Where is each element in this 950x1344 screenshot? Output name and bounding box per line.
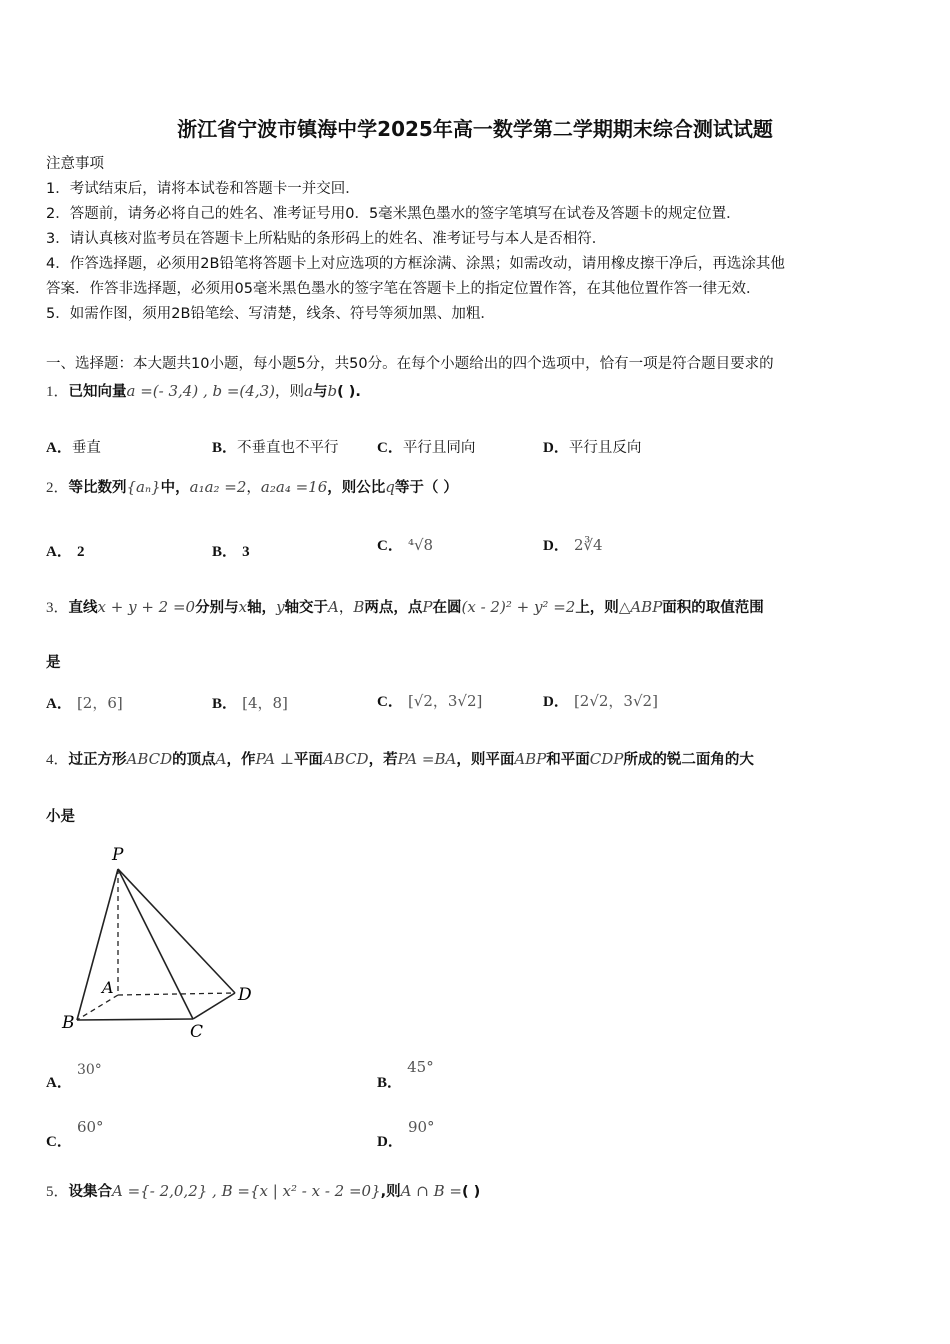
- option-text: 垂直: [71, 440, 101, 456]
- q-math: ABCD: [126, 750, 173, 768]
- q-text: 上，则: [575, 600, 619, 616]
- notice-item: 1．考试结束后，请将本试卷和答题卡一并交回．: [46, 181, 360, 197]
- vertex-label-b: B: [62, 1013, 75, 1033]
- option-text: ⁴√8: [407, 536, 434, 554]
- option-a[interactable]: [46, 1058, 102, 1091]
- option-label: B．: [377, 1075, 403, 1091]
- option-text: 平行且反向: [568, 440, 642, 456]
- option-label: C．: [377, 440, 403, 456]
- question-number: 5．: [46, 1184, 69, 1200]
- q-math: x + y + 2 =0: [97, 598, 196, 616]
- option-text: [√2，3√2]: [407, 692, 483, 710]
- option-label: C．: [377, 694, 403, 710]
- q-text: 中，: [160, 480, 190, 496]
- q-math: x: [238, 598, 248, 616]
- q-text: 已知向量: [68, 384, 127, 400]
- notice-item: 答案．作答非选择题，必须用05毫米黑色墨水的签字笔在答题卡上的指定位置作答，在其他位置作答一律无效．: [46, 281, 761, 297]
- q-text: 的顶点: [172, 752, 216, 768]
- q-text: 轴交于: [284, 600, 329, 616]
- q-text: 直线: [68, 600, 98, 616]
- q-text: 等比数列: [68, 480, 127, 496]
- q-text: ( ): [461, 1184, 481, 1200]
- option-label: C．: [46, 1134, 72, 1150]
- option-text: [4，8]: [242, 694, 288, 712]
- option-b[interactable]: [212, 436, 339, 457]
- q-math: PA ⊥: [255, 750, 294, 768]
- vertex-label-d: D: [238, 985, 252, 1005]
- question-number: 4．: [46, 752, 69, 768]
- option-a[interactable]: [46, 436, 101, 457]
- option-label: D．: [543, 538, 569, 554]
- edge-pc: [118, 869, 193, 1019]
- q-text: 所成的锐二面角的大: [623, 752, 754, 768]
- q-text: 在圆: [432, 600, 462, 616]
- q-math: q: [385, 478, 395, 496]
- q-text: 小是: [46, 809, 75, 825]
- q-math: y: [276, 598, 285, 616]
- q-text: ，若: [368, 752, 398, 768]
- question-4: [46, 748, 754, 769]
- q-text: ( ).: [337, 384, 361, 400]
- q-text: ，则公比: [327, 480, 386, 496]
- option-b[interactable]: [377, 1056, 434, 1091]
- option-label: B．: [212, 696, 238, 712]
- option-a[interactable]: [46, 692, 123, 713]
- q-text: 过正方形: [68, 752, 127, 768]
- option-text: 不垂直也不平行: [237, 440, 339, 456]
- option-text: 2: [76, 544, 85, 560]
- question-number: 1．: [46, 384, 69, 400]
- option-d[interactable]: [543, 534, 603, 555]
- q-math: ABP: [514, 750, 547, 768]
- question-3: [46, 596, 764, 617]
- pyramid-figure: [55, 840, 275, 1045]
- edge-bc: [77, 1019, 193, 1020]
- question-number: 2．: [46, 480, 69, 496]
- option-text: [2√2，3√2]: [573, 692, 658, 710]
- q-text: 平面: [293, 752, 323, 768]
- q-math: △ABP: [618, 598, 663, 616]
- option-b[interactable]: [212, 540, 250, 561]
- q-text: 和平面: [546, 752, 590, 768]
- q-math: A ={- 2,0,2} , B ={x | x² - x - 2 =0}: [112, 1182, 381, 1200]
- vertex-label-c: C: [190, 1022, 204, 1042]
- option-label: A．: [46, 544, 72, 560]
- question-2: [46, 476, 458, 497]
- q-text: 是: [46, 655, 61, 671]
- option-c[interactable]: [377, 436, 475, 457]
- q-text: 与: [312, 384, 328, 400]
- question-1: [46, 380, 361, 401]
- notice-item: 3．请认真核对监考员在答题卡上所粘贴的条形码上的姓名、准考证号与本人是否相符．: [46, 231, 607, 247]
- question-number: 3．: [46, 600, 69, 616]
- option-text: 平行且同向: [402, 440, 476, 456]
- q-math: A: [328, 598, 339, 616]
- q-math: P: [422, 598, 433, 616]
- option-b[interactable]: [212, 692, 288, 713]
- option-a[interactable]: [46, 540, 84, 561]
- option-label: D．: [543, 694, 569, 710]
- option-c[interactable]: [377, 690, 482, 711]
- notice-item: 4．作答选择题，必须用2B铅笔将答题卡上对应选项的方框涂满、涂黑；如需改动，请用橡皮擦干净后，再选涂其他: [46, 256, 785, 272]
- option-label: D．: [377, 1134, 403, 1150]
- q-math: PA =BA: [397, 750, 457, 768]
- option-label: A．: [46, 696, 72, 712]
- q-text: ，作: [226, 752, 256, 768]
- option-text: 30°: [76, 1062, 102, 1078]
- q-text: ,则: [380, 1184, 401, 1200]
- q-math: A ∩ B =: [400, 1182, 462, 1200]
- section-header: 一、选择题：本大题共10小题，每小题5分，共50分。在每个小题给出的四个选项中，恰有一项是符合题目要求的: [46, 356, 774, 372]
- q-text: 设集合: [68, 1184, 113, 1200]
- q-text: 面积的取值范围: [662, 600, 764, 616]
- question-5: [46, 1180, 480, 1201]
- q-math: a: [304, 382, 313, 400]
- notice-item: 2．答题前，请务必将自己的姓名、准考证号用0．5毫米黑色墨水的签字笔填写在试卷及答题卡的规定位置．: [46, 206, 741, 222]
- option-text: 90°: [407, 1118, 435, 1136]
- q-math: a₂a₄ =16: [260, 478, 328, 496]
- q-math: {aₙ}: [126, 478, 161, 496]
- q-math: ABCD: [322, 750, 369, 768]
- option-text: 45°: [407, 1058, 434, 1076]
- option-label: C．: [377, 538, 403, 554]
- q-text: 两点，点: [364, 600, 423, 616]
- option-d[interactable]: [543, 690, 658, 711]
- option-label: A．: [46, 440, 72, 456]
- q-text: 轴，: [247, 600, 277, 616]
- option-text: 3: [242, 544, 250, 560]
- q-text: 分别与: [195, 600, 239, 616]
- q-text: 等于（ ）: [394, 480, 458, 496]
- q-text: ，: [246, 480, 261, 496]
- option-c[interactable]: [377, 534, 433, 555]
- q-text: ，则: [275, 384, 304, 400]
- vertex-label-a: A: [102, 978, 114, 997]
- q-math: B: [353, 598, 365, 616]
- q-math: b: [327, 382, 338, 400]
- edge-cd: [193, 993, 235, 1019]
- q-math: (x - 2)² + y² =2: [461, 598, 576, 616]
- edge-pd: [118, 869, 235, 993]
- edge-pb: [77, 869, 118, 1020]
- q-text: ，则平面: [456, 752, 515, 768]
- option-label: B．: [212, 544, 238, 560]
- vertex-label-p: P: [112, 845, 124, 865]
- option-text: [2，6]: [76, 694, 123, 712]
- notice-item: 5．如需作图，须用2B铅笔绘、写清楚，线条、符号等须加黑、加粗．: [46, 306, 495, 322]
- edge-ad: [118, 993, 235, 995]
- option-label: A．: [46, 1075, 72, 1091]
- q-text: ，: [338, 600, 354, 616]
- option-text: 2∛4: [573, 536, 603, 554]
- option-d[interactable]: [543, 436, 641, 457]
- option-c[interactable]: [46, 1116, 104, 1150]
- option-text: 60°: [76, 1118, 104, 1136]
- page-title: 浙江省宁波市镇海中学2025年高一数学第二学期期末综合测试试题: [177, 117, 773, 141]
- q-math: CDP: [589, 750, 624, 768]
- q-math: A: [215, 750, 227, 768]
- option-d[interactable]: [377, 1116, 435, 1150]
- notice-heading: 注意事项: [46, 156, 104, 172]
- q-math: a₁a₂ =2: [189, 478, 247, 496]
- option-label: B．: [212, 440, 238, 456]
- option-label: D．: [543, 440, 569, 456]
- q-math: a =(- 3,4) , b =(4,3): [126, 382, 275, 400]
